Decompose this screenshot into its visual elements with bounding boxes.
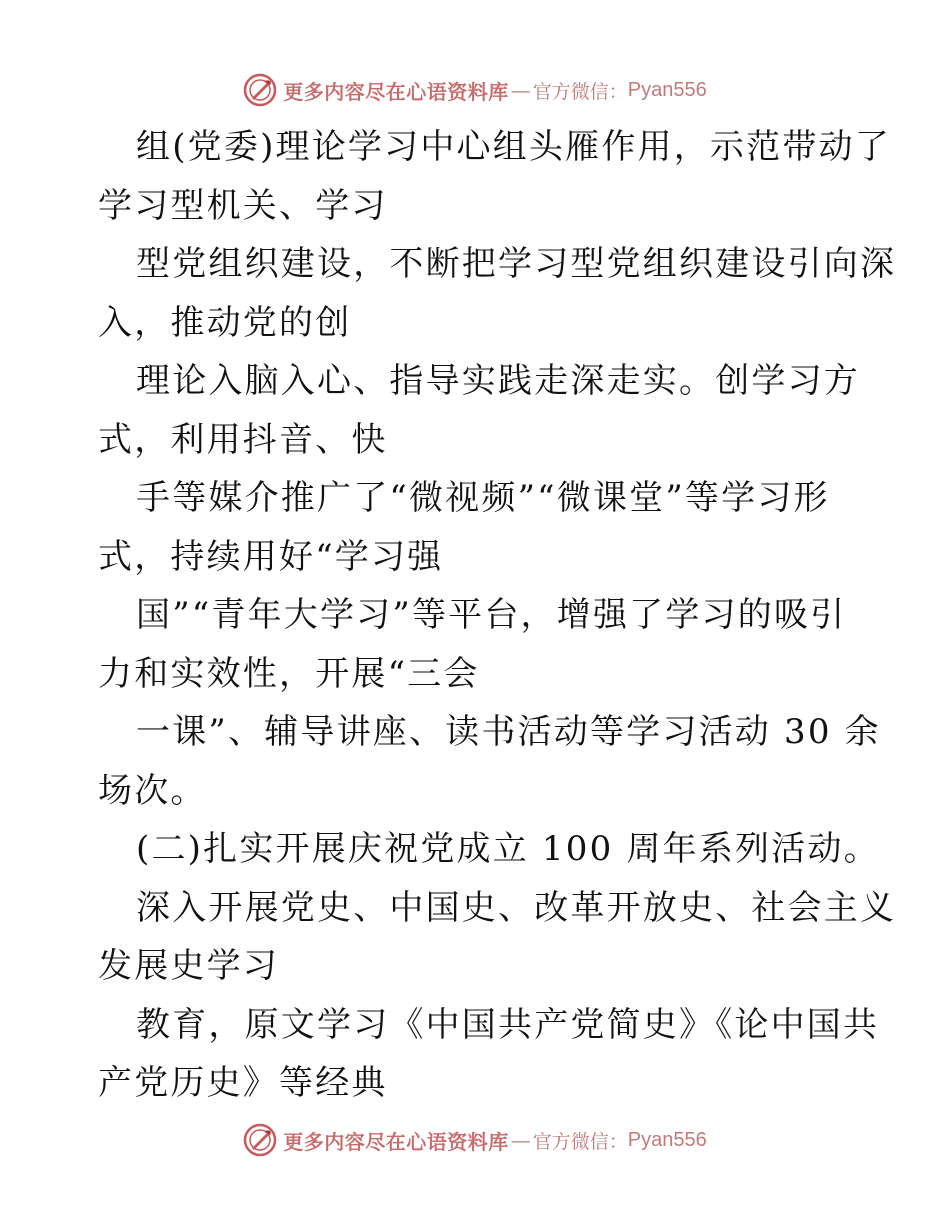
paragraph-line: 入，推动党的创 xyxy=(98,302,352,343)
paragraph-line: 产党历史》等经典 xyxy=(98,1063,388,1103)
paragraph-line: 式，利用抖音、快 xyxy=(98,419,388,460)
wechat-id: Pyan556 xyxy=(627,1128,707,1151)
site-name: 更多内容尽在心语资料库 xyxy=(283,1129,509,1154)
wechat-label: 官方微信： xyxy=(532,80,628,103)
paragraph-line: 式，持续用好“学习强 xyxy=(98,536,444,577)
paragraph-line: 教育，原文学习《中国共产党简史》《论中国共 xyxy=(136,1004,880,1045)
paragraph-line: 力和实效性，开展“三会 xyxy=(98,653,480,694)
paragraph-line: 型党组织建设，不断把学习型党组织建设引向深 xyxy=(136,244,897,284)
red-quill-emblem-icon xyxy=(243,1123,277,1157)
document-body xyxy=(98,118,897,1113)
banner-dash: — xyxy=(510,1128,531,1152)
paragraph-line: 一课”、辅导讲座、读书活动等学习活动 30 余 xyxy=(136,712,881,752)
paragraph-line: 深入开展党史、中国史、改革开放史、社会主义 xyxy=(136,887,897,928)
banner-dash: — xyxy=(510,78,531,102)
paragraph-line: 理论入脑入心、指导实践走深走实。创学习方 xyxy=(136,361,860,401)
paragraph-line: 手等媒介推广了“微视频”“微课堂”等学习形 xyxy=(136,478,830,518)
footer-banner xyxy=(0,1120,950,1160)
paragraph-line: 场次。 xyxy=(98,770,207,811)
site-name: 更多内容尽在心语资料库 xyxy=(283,79,509,104)
paragraph-line: 学习型机关、学习 xyxy=(98,185,388,226)
paragraph-line: 组(党委)理论学习中心组头雁作用，示范带动了 xyxy=(136,127,891,167)
wechat-label: 官方微信： xyxy=(532,1130,628,1153)
paragraph-line: 国”“青年大学习”等平台，增强了学习的吸引 xyxy=(136,595,847,635)
red-quill-emblem-icon xyxy=(243,73,277,107)
header-banner xyxy=(0,70,950,110)
section-heading: (二)扎实开展庆祝党成立 100 周年系列活动。 xyxy=(136,829,880,869)
paragraph-line: 发展史学习 xyxy=(98,946,279,986)
wechat-id: Pyan556 xyxy=(627,78,707,101)
